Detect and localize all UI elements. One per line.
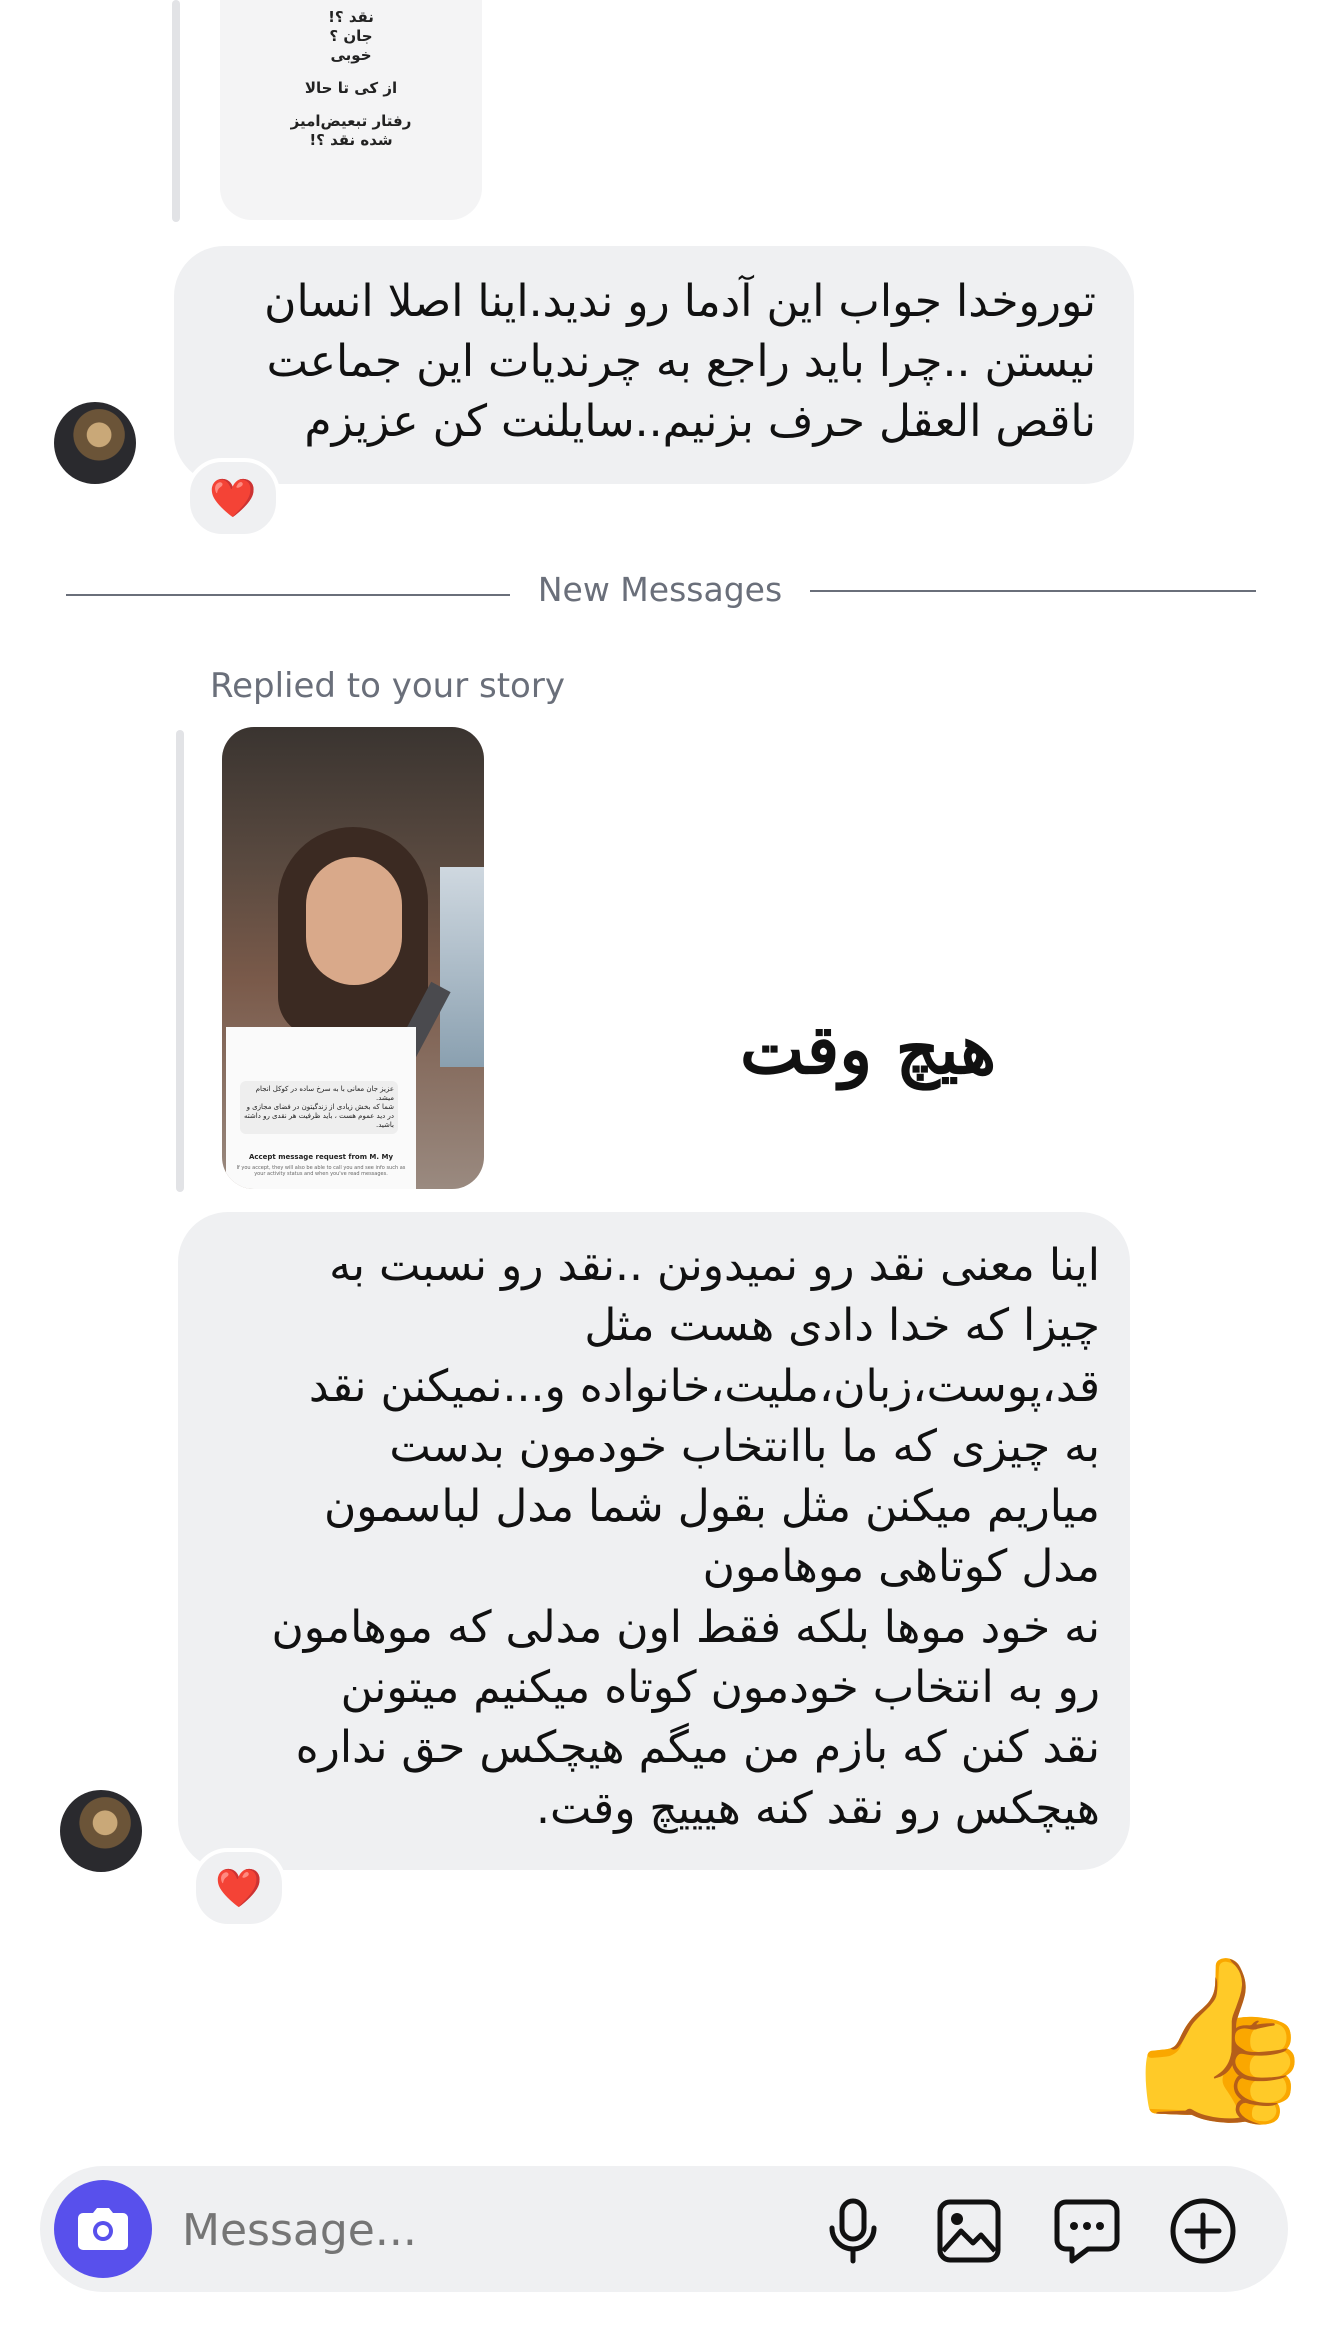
reaction-badge[interactable] [192, 1848, 286, 1928]
story-line: جان ؟ [329, 27, 373, 45]
avatar[interactable] [60, 1790, 142, 1872]
story-line: خوبی [330, 46, 372, 64]
reaction-badge[interactable] [186, 458, 280, 538]
microphone-button[interactable] [818, 2196, 888, 2266]
sticker-button[interactable] [1052, 2196, 1122, 2266]
story-accept-sub: If you accept, they will also be able to call you and see info such as your activity status and when you've read messages. [236, 1165, 406, 1177]
avatar[interactable] [54, 402, 136, 484]
story-thumbnail-top[interactable] [220, 0, 482, 220]
camera-icon [77, 2207, 129, 2251]
story-text-block [220, 8, 482, 150]
message-text: اینا معنی نقد رو نمیدونن ..نقد رو نسبت به چیزا که خدا دادی هست مثل قد،پوست،زبان،ملیت،خانواده و...نمیکنن نقد به چیزی که ما باانتخاب خودمون بدست میاریم میکنن مثل بقول شما مدل لباسمون مدل کوتاهی موهامون نه خود موها بلکه فقط اون مدلی که موهامون رو به انتخاب خودمون کوتاه میکنیم میتونن نقد کنن که بازم من میگم هیچکس حق نداره هیچکس رو نقد کنه هیییچ وقت. [271, 1240, 1100, 1834]
story-screenshot-text: عزیز جان معانی با به سرخ ساده در کوکل انجام میشد. شما که بخش زیادی از زندگیتون در فضای مجازی و در دید عموم هست ، باید ظرفیت هر نقدی رو داشته باشید. [240, 1081, 398, 1134]
story-thumbnail[interactable] [222, 727, 484, 1189]
camera-button[interactable] [54, 2180, 152, 2278]
heart-icon: ❤️ [215, 1866, 263, 1910]
message-composer [40, 2166, 1288, 2292]
image-icon [937, 2199, 1001, 2263]
gallery-button[interactable] [934, 2196, 1004, 2266]
reply-indicator-bar [176, 730, 184, 1192]
divider-line-left [66, 594, 510, 596]
story-line: رفتار تبعیض‌امیز [290, 112, 412, 130]
more-button[interactable] [1168, 2196, 1238, 2266]
heart-icon: ❤️ [209, 476, 257, 520]
story-car-window [440, 867, 484, 1067]
divider-line-right [810, 590, 1256, 592]
thumbs-up-message[interactable]: 👍 [1118, 1946, 1318, 2133]
story-accept-text: Accept message request from M. My [248, 1153, 394, 1161]
story-line: شده نقد ؟! [309, 131, 393, 149]
new-messages-label: New Messages [537, 570, 783, 609]
story-line: از کی تا حالا [304, 79, 398, 97]
message-text: توروخدا جواب این آدما رو ندید.اینا اصلا انسان نیستن ..چرا باید راجع به چرندیات این جماعت ناقص العقل حرف بزنیم..سایلنت کن عزیزم [264, 276, 1096, 447]
microphone-icon [828, 2198, 878, 2264]
story-reply-sticker[interactable]: هیچ وقت [740, 1010, 997, 1090]
plus-icon [1169, 2197, 1237, 2265]
story-person-face [306, 857, 402, 985]
story-screenshot-card [226, 1027, 416, 1189]
sticker-chat-icon [1054, 2198, 1120, 2264]
message-input[interactable] [180, 2196, 804, 2264]
reply-indicator-bar [172, 0, 180, 222]
replied-to-story-label: Replied to your story [210, 666, 565, 706]
story-line: نقد ؟! [328, 8, 374, 26]
